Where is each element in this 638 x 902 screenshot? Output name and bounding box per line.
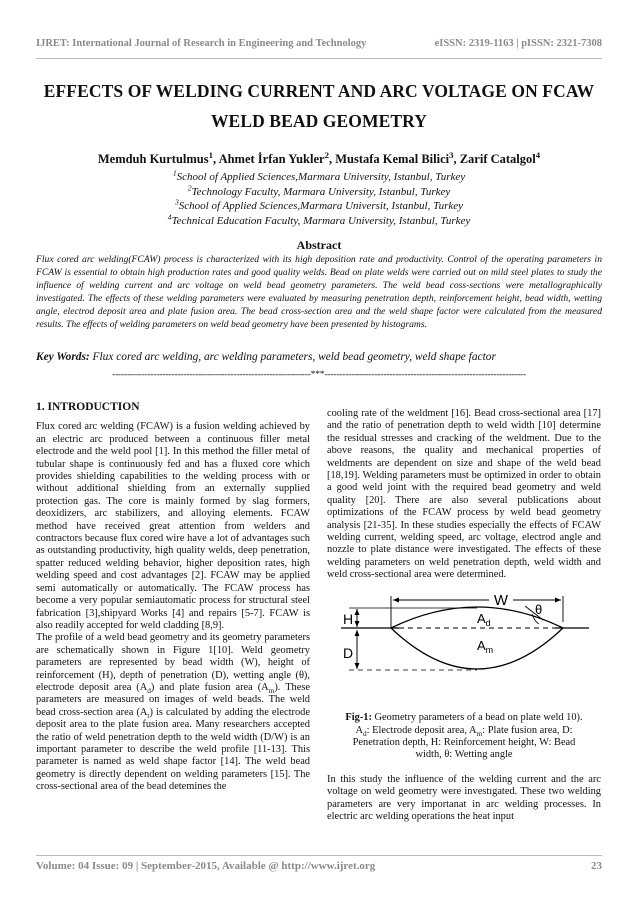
affiliation-list: [30, 170, 608, 228]
label-ad: $A_d$: [477, 610, 491, 628]
figure-caption: Fig-1: Geometry parameters of a bead on plate weld 10). $A_d$: Electrode deposit area, $A_m$: Plate fusion area, D: Penetration depth, H: Reinforcement height, W: Bead width, θ: Wetting angle: [345, 712, 583, 761]
label-w: W: [493, 591, 509, 609]
intro-paragraph-2: The profile of a weld bead geometry and its geometry parameters are schematically shown in Figure 1[10]. Weld geometry parameters are represented by bead width (W), height of reinforcement (H), depth of penetration (D), wetting angle (θ), electrode deposit area $(A_d)$ and plate fusion area $(A_m)$. These parameters are measured on images of weld beads. The weld bead cross-section area $(A_t)$ is calculated by adding the electrode deposit area to the plate fusion area. Many researchers accepted the ratio of weld penetration depth to the weld width (D/W) is an important parameter to describe the weld profile [11-13]. This parameter is named as weld shape factor [14]. The weld bead geometry is directly dependent on welding parameters [15]. The cross-sectional area of the bead detemines the: [36, 632, 310, 793]
volume-info: Volume: 04 Issue: 09 | September-2015, Available @ http://www.ijret.org: [36, 860, 376, 872]
affiliation-3: $^3$School of Applied Sciences,Marmara Universit, Istanbul, Turkey: [174, 197, 464, 212]
journal-name: IJRET: International Journal of Research in Engineering and Technology: [36, 38, 367, 49]
h-arrow-up: [355, 609, 360, 615]
title-line-1: EFFECTS OF WELDING CURRENT AND ARC VOLTAGE ON FCAW: [43, 81, 595, 101]
w-arrow-right: [555, 597, 561, 602]
keywords: [36, 351, 602, 363]
affiliation-2: $^2$Technology Faculty, Marmara University, Istanbul, Turkey: [187, 182, 451, 198]
keywords-label: Key Words:: [36, 351, 90, 363]
title-line-2: WELD BEAD GEOMETRY: [210, 111, 428, 131]
running-footer: [36, 860, 602, 872]
d-arrow-up: [355, 630, 360, 636]
abstract-text: Flux cored arc welding(FCAW) process is characterized with its high deposition rate and productivity. Control of the operating parameters in FCAW is essential to obtain high production rates and good quality welds. Bead on plate welds were carried out on mild steel plates to study the influence of welding current and arc voltage on weld bead geometry parameters. The weld bead coss-sections were metallographically investigated. The effects of these welding parameters were evaluated by measuring penetration depth, reinforcement height, bead width, wetting angle, electrod deposit area and plate fusion area. The bead cross-section area and the weld shape factor were calculated from the measured results. The effects of welding parameters on weld bead geometry have been presented by histograms.: [36, 254, 602, 330]
affiliation-4: $^4$Technical Education Faculty, Marmara University, Istanbul, Turkey: [167, 211, 471, 227]
intro-paragraph-4: In this study the influence of the welding current and the arc voltage on weld geometry were investıgated. These two welding parameters are very importanat in arc welding processes. In electric arc welding operations the heat input: [327, 773, 601, 822]
h-arrow-down: [355, 621, 360, 627]
w-arrow-left: [393, 597, 399, 602]
weld-bead-figure: [327, 592, 601, 704]
label-am: $A_m$: [477, 637, 494, 655]
page-number: 23: [591, 860, 602, 872]
author-2: Ahmet İrfan Yukler$^2$: [218, 149, 329, 166]
section-heading: 1. INTRODUCTION: [36, 401, 140, 413]
issn: eISSN: 2319-1163 | pISSN: 2321-7308: [434, 38, 602, 49]
intro-paragraph-3: cooling rate of the weldment [16]. Bead cross-sectional area [17] and the ratio of penetration depth to weld width [10] determine the residual stresses and cracking of the weldment. Due to the above reasons, the quality and mechanical properties of weldments are dependent on size and shape of the weld bead [18,19]. Welding parameters must be optimized in order to obtain a good weld joint with the required bead geometry and weld quality [20]. There are also several publications about optimizations of the FCAW process by weld bead geometry analysis [21-35]. In these studies especially the effects of FCAW welding current, welding speed, arc voltage, electrod angle and nozzle to plate distance were investigated. The effects of these welding parameters on weld penetration depth, weld width and weld cross-sectional area were determined.: [327, 408, 601, 581]
running-header: [36, 38, 602, 49]
author-3: Mustafa Kemal Bilici$^3$: [335, 149, 454, 166]
keywords-text: Flux cored arc welding, arc welding parameters, weld bead geometry, weld shape factor: [89, 351, 496, 363]
label-h: H: [343, 610, 354, 627]
d-arrow-down: [355, 663, 360, 669]
header-rule: [36, 58, 602, 59]
abstract-heading: Abstract: [296, 238, 342, 252]
affiliation-1: $^1$School of Applied Sciences,Marmara University, Istanbul, Turkey: [172, 168, 466, 183]
label-theta: θ: [535, 601, 543, 617]
paper-title: [30, 76, 608, 136]
section-separator: -------------------------------------------------------------------***--------------------------------------------------------------------: [112, 370, 526, 380]
left-column: [36, 401, 310, 794]
label-d: D: [343, 644, 354, 661]
intro-paragraph-1: Flux cored arc welding (FCAW) is a fusion welding achieved by an electric arc produced between a continuous filler metal electrode and the weld pool [1]. In this method the filler metal of tubular shape is continuously fed and has a fluxed core which provides shielding capabilities to the welding process with or without additional shielding from an externally supplied protection gas. The core is mainly formed by slag formers, deoxidizers, arc stabilizers, and alloying elements. FCAW method have received great attention from welders and contractors because flux cored wire have a lot of advantages such as outstanding productivity, high quality welds, deep penetration, spatter reduced welding behavior, higher deposition rates, high welding speed and cost advantages [2]. FCAW may be applied semi automatically or automatically. The FCAW process has become a very popular semiautomatic process for structural steel fabrication [3],shipyard Works [4] and repairs [5-7]. FCAW is also readily accepted for weld cladding [8,9].: [36, 421, 310, 631]
author-list: Memduh Kurtulmus$^1$, Ahmet İrfan Yukler$^2$, Mustafa Kemal Bilici$^3$, Zarif Catalgol$^4$: [97, 149, 541, 166]
author-4: Zarif Catalgol$^4$: [459, 149, 541, 166]
right-column: [327, 408, 601, 823]
footer-rule: [36, 855, 602, 856]
author-1: Memduh Kurtulmus$^1$: [97, 149, 213, 166]
